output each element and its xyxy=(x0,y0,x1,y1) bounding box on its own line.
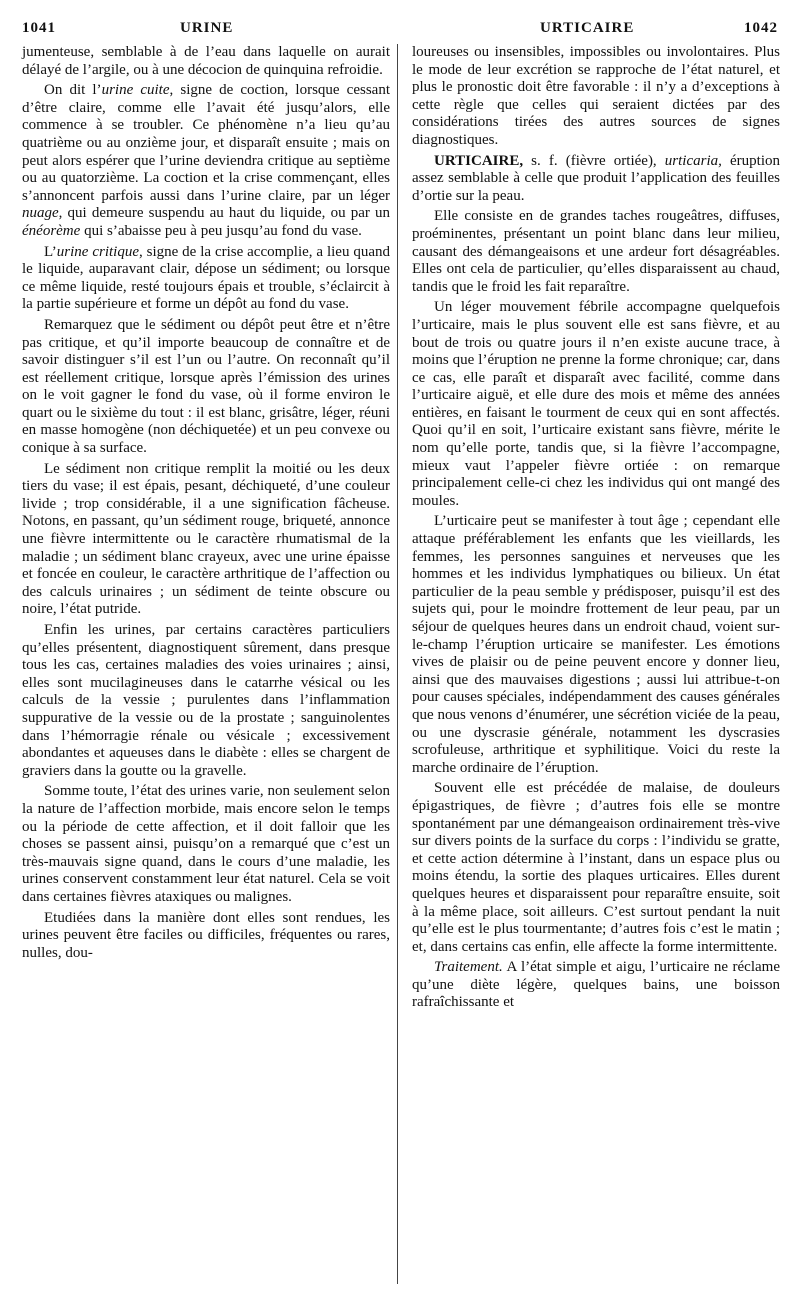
paragraph: Souvent elle est précédée de malaise, de douleurs épigastriques, de fièvre ; d’autres fois elle se montre spontanément par une démangeaison ordinairement très-vive sur divers points de la surface du corps : l’individu se gratte, et cette action détermine à l’instant, dans un espace plus ou moins étendu, la sortie des plaques urticaires. Elles durent quelques heures et disparaissent pour reparaître ensuite, soit à la même place, soit ailleurs. C’est surtout pendant la nuit qu’elle est le plus tourmentante; d’autres fois c’est le matin ; et, dans certains cas enfin, elle affecte la forme intermittente. xyxy=(412,780,780,955)
text-run: L’ xyxy=(44,243,57,260)
text-run: On dit l’ xyxy=(44,82,102,99)
text-run: , signe de la crise accomplie, a lieu quand le liquide, auparavant clair, dépose un sédiment; ou lorsque ce même liquide, resté toujours épais et trouble, s’éclaircit à la partie supérieure et forme un dépôt au fond du vase. xyxy=(22,243,390,313)
paragraph xyxy=(412,959,780,1012)
paragraph: Elle consiste en de grandes taches rougeâtres, diffuses, proéminentes, présentant un point blanc dans leur milieu, causant des démangeaisons et une ardeur fort désagréables. Elles ont cela de particulier, qu’elles disparaissent au chaud, tandis que le froid les fait reparaître. xyxy=(412,208,780,295)
term-urine-cuite: urine cuite xyxy=(101,82,170,99)
text-run: qui s’abaisse peu à peu jusqu’au fond du vase. xyxy=(80,222,362,239)
paragraph: Le sédiment non critique remplit la moitié ou les deux tiers du vase; il est épais, pesant, déchiqueté, d’une couleur livide ; trop considérable, il a une signification fâcheuse. Notons, en passant, qu’un sédiment rouge, briqueté, annonce une fièvre intermittente ou le caractère rhumatismal de la maladie ; un sédiment blanc crayeux, avec une urine épaisse et foncée en couleur, le caractère arthritique de l’affection ou des calculs urinaires ; un sédiment de teinte obscure ou noire, l’état putride. xyxy=(22,460,390,618)
column-divider xyxy=(397,44,398,1284)
page-header xyxy=(0,20,800,42)
term-nuage: nuage xyxy=(22,205,59,222)
right-column xyxy=(412,44,780,1012)
term-urine-critique: urine critique xyxy=(56,243,139,260)
section-label-traitement: Traitement. xyxy=(434,959,503,976)
entry-urticaire xyxy=(412,153,780,206)
paragraph: Somme toute, l’état des urines varie, non seulement selon la nature de l’affection morbide, mais encore selon le temps ou la période de cette affection, et il doit falloir que les choses se passent ainsi, puisqu’on a remarqué que c’est un très-mauvais signe quand, dans le cours d’une maladie, les urines conservent constamment leur état naturel. Cela se voit dans certaines fièvres ataxiques ou malignes. xyxy=(22,783,390,905)
paragraph: Un léger mouvement fébrile accompagne quelquefois l’urticaire, mais le plus souvent elle est sans fièvre, et au bout de trois ou quatre jours il n’en existe aucune trace, à moins que l’éruption ne prenne la forme chronique; car, dans ce cas, elle paraît et disparaît avec facilité, comme dans l’urticaire aiguë, et elle dure des mois et même des années entières, en faisant le tourment de ceux qui en sont affectés. Quoi qu’il en soit, l’urticaire existant sans fièvre, mérite le nom qu’elle porte, tandis que, si la fièvre l’accompagne, mieux vaut l’appeler fièvre ortiée : on remarque principalement celle-ci chez les individus qui ont mangé des moules. xyxy=(412,299,780,509)
paragraph: Etudiées dans la manière dont elles sont rendues, les urines peuvent être faciles ou difficiles, fréquentes ou rares, nulles, dou- xyxy=(22,909,390,961)
left-column xyxy=(22,44,390,962)
running-head-left: URINE xyxy=(180,20,234,36)
page-number-left: 1041 xyxy=(22,20,56,36)
running-head-right: URTICAIRE xyxy=(540,20,635,36)
paragraph xyxy=(22,244,390,314)
term-eneoreme: énéorème xyxy=(22,222,81,239)
text-run: , signe de coction, lorsque cessant d’être claire, comme elle l’avait été jusqu’alors, elle commence à se troubler. Ce phénomène n’a lieu qu’au quatrième ou au onzième jour, et disparaît ensuite ; mais on peut alors espérer que l’urine deviendra critique au septième ou au quatorzième. La coction et la crise commençant, elles s’annoncent parfois aussi dans l’urine claire, par un léger xyxy=(22,82,390,204)
entry-headword: URTICAIRE, xyxy=(434,152,524,169)
paragraph: Remarquez que le sédiment ou dépôt peut être et n’être pas critique, et qu’il importe beaucoup de connaître et de savoir distinguer s’il est l’un ou l’autre. On reconnaît qu’il est réellement critique, lorsque après l’émission des urines on le voit gagner le fond du vase, où il forme environ le quart ou le sixième du tout : il est blanc, grisâtre, léger, réuni en masse homogène (non déchiquetée) et un peu convexe ou conique à sa surface. xyxy=(22,316,390,457)
paragraph: Enfin les urines, par certains caractères particuliers qu’elles présentent, diagnostiquent sûrement, dans presque tous les cas, certaines maladies des voies urinaires ; ainsi, elles sont mucilagineuses dans le catarrhe vésical ou les calculs de la vessie ; purulentes dans l’inflammation suppurative de la vessie ou de la prostate ; sanguinolentes dans l’hémorragie rénale ou vésicale ; excessivement abondantes et aqueuses dans le diabète : elles se chargent de graviers dans la goutte ou la gravelle. xyxy=(22,622,390,779)
page-number-right: 1042 xyxy=(744,20,778,36)
paragraph: jumenteuse, semblable à de l’eau dans laquelle on aurait délayé de l’argile, ou à une décocion de quinquina refroidie. xyxy=(22,44,390,78)
text-run: éruption assez semblable à celle que produit l’application des feuilles d’ortie sur la peau. xyxy=(412,152,780,204)
paragraph xyxy=(22,82,390,240)
text-run: s. f. (fièvre ortiée), xyxy=(523,152,665,169)
term-urticaria: urticaria, xyxy=(664,152,722,169)
text-run: , qui demeure suspendu au haut du liquide, ou par un xyxy=(58,205,390,222)
paragraph: loureuses ou insensibles, impossibles ou involontaires. Plus le mode de leur excrétion se rapproche de l’état naturel, et plus le pronostic doit être favorable : il n’y a d’exceptions à cette règle que celles qui seraient dictées par des considérations tirées des autres sources de signes diagnostiques. xyxy=(412,44,780,148)
text-run: A l’état simple et aigu, l’urticaire ne réclame qu’une diète légère, quelques bains, une boisson rafraîchissante et xyxy=(412,959,780,1011)
paragraph: L’urticaire peut se manifester à tout âge ; cependant elle attaque préférablement les enfants que les vieillards, les femmes, les personnes sanguines et nerveuses que les hommes et les individus lymphatiques ou bilieux. Un état particulier de la peau semble y prédisposer, puisqu’il est des sujets qui, pour le moindre frottement de leur peau, par un séjour de quelques heures dans un endroit chaud, voient sur-le-champ l’éruption urticaire se manifester. Les émotions vives de plaisir ou de peine peuvent encore y donner lieu, ainsi que des mauvaises digestions ; aussi lui attribue-t-on pour causes spéciales, indépendamment des causes générales que nous venons d’énumérer, une sécrétion viciée de la peau, ou une dyscrasie générale, notamment les dyscrasies scrofuleuse, arthritique et syphilitique. Voici du reste la marche ordinaire de l’éruption. xyxy=(412,513,780,776)
